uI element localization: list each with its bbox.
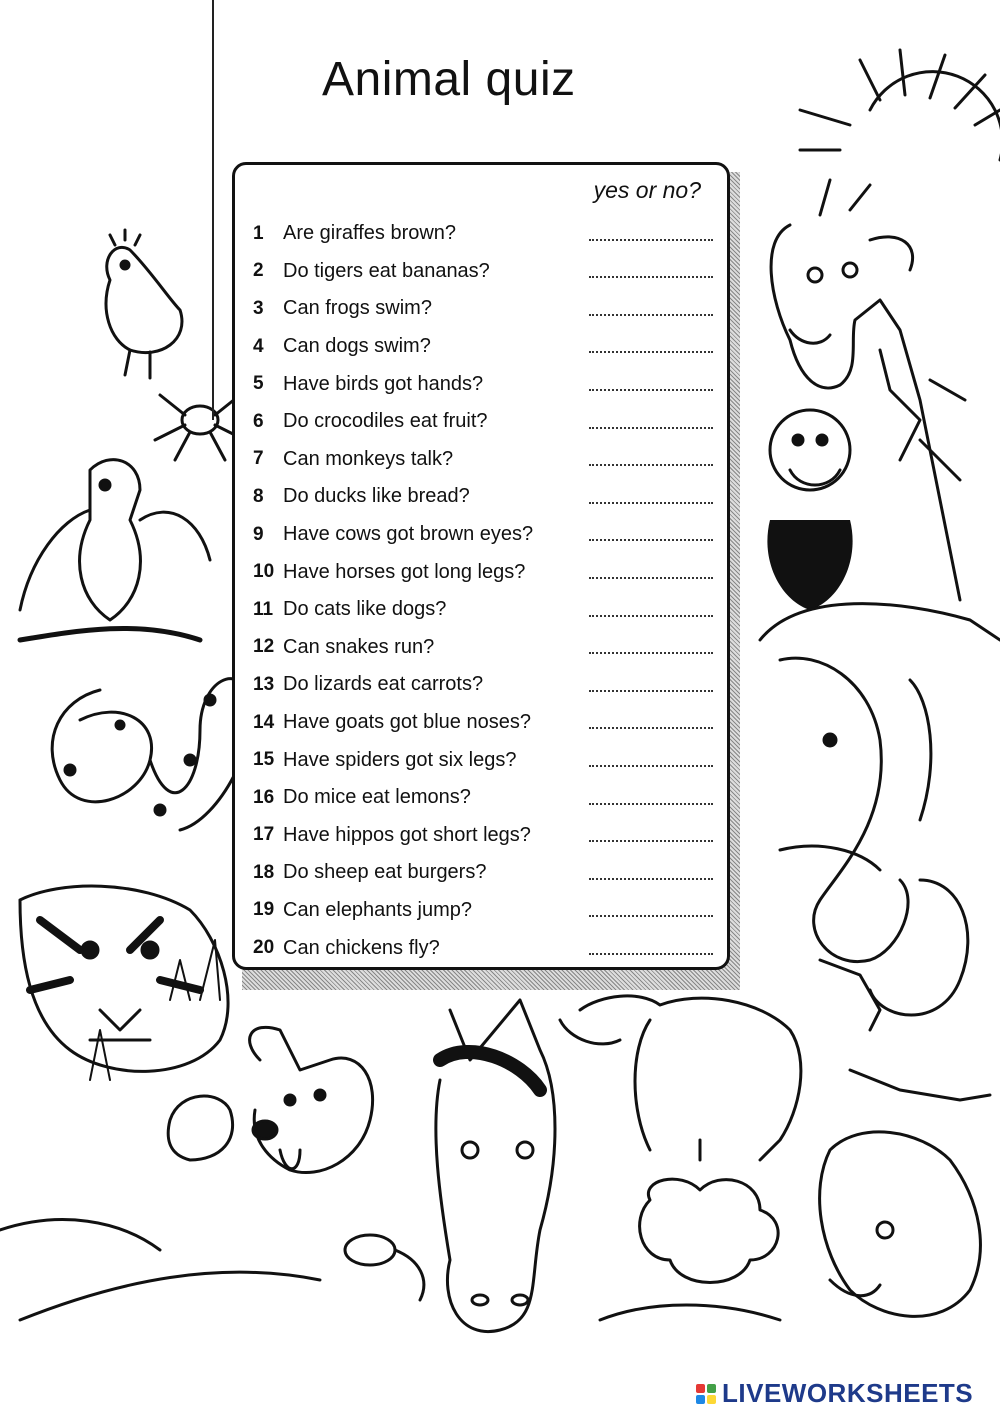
answer-blank[interactable] xyxy=(589,349,713,353)
question-number: 12 xyxy=(253,636,275,658)
question-row xyxy=(253,215,713,253)
question-number: 4 xyxy=(253,335,264,357)
logo-square-yellow xyxy=(707,1395,716,1404)
answer-blank[interactable] xyxy=(589,575,713,579)
question-text: Can snakes run? xyxy=(283,635,435,658)
question-number: 18 xyxy=(253,861,275,883)
question-row xyxy=(253,704,713,742)
yes-no-header: yes or no? xyxy=(593,177,701,203)
tiger-icon xyxy=(20,886,228,1071)
question-text: Can monkeys talk? xyxy=(283,447,454,470)
question-number: 13 xyxy=(253,673,275,695)
question-number: 8 xyxy=(253,485,264,507)
question-text: Can chickens fly? xyxy=(283,936,440,959)
question-number: 15 xyxy=(253,749,275,771)
hippo-icon xyxy=(560,996,801,1160)
logo-square-blue xyxy=(696,1395,705,1404)
logo-square-green xyxy=(707,1384,716,1393)
question-text: Can dogs swim? xyxy=(283,335,431,358)
question-row xyxy=(253,629,713,667)
question-number: 10 xyxy=(253,561,275,583)
mouse-icon xyxy=(345,1235,424,1300)
question-row xyxy=(253,591,713,629)
question-number: 9 xyxy=(253,523,264,545)
monkey-icon xyxy=(767,410,852,610)
question-text: Do ducks like bread? xyxy=(283,485,470,508)
question-text: Have spiders got six legs? xyxy=(283,748,517,771)
question-number: 17 xyxy=(253,824,275,846)
question-text: Can frogs swim? xyxy=(283,297,432,320)
question-text: Can elephants jump? xyxy=(283,898,473,921)
question-text: Do sheep eat burgers? xyxy=(283,861,487,884)
answer-blank[interactable] xyxy=(589,462,713,466)
question-row xyxy=(253,403,713,441)
question-row xyxy=(253,516,713,554)
question-number: 7 xyxy=(253,448,264,470)
sheep-icon xyxy=(640,1179,779,1282)
answer-blank[interactable] xyxy=(589,688,713,692)
cow-icon xyxy=(820,1132,981,1316)
question-row xyxy=(253,478,713,516)
snake-icon xyxy=(52,679,251,830)
answer-blank[interactable] xyxy=(589,274,713,278)
question-list xyxy=(253,215,713,967)
answer-blank[interactable] xyxy=(589,951,713,955)
question-number: 16 xyxy=(253,786,275,808)
question-text: Have birds got hands? xyxy=(283,372,484,395)
question-number: 6 xyxy=(253,410,264,432)
question-number: 14 xyxy=(253,711,275,733)
answer-blank[interactable] xyxy=(589,763,713,767)
page-title: Animal quiz xyxy=(322,53,576,106)
frog-icon xyxy=(168,1096,232,1160)
answer-blank[interactable] xyxy=(589,913,713,917)
question-row xyxy=(253,328,713,366)
answer-blank[interactable] xyxy=(589,237,713,241)
answer-blank[interactable] xyxy=(589,801,713,805)
parrot-icon xyxy=(20,460,210,640)
liveworksheets-brand: LIVEWORKSHEETS xyxy=(722,1378,974,1408)
answer-blank[interactable] xyxy=(589,876,713,880)
question-number: 20 xyxy=(253,937,275,959)
answer-blank[interactable] xyxy=(589,312,713,316)
question-number: 1 xyxy=(253,222,264,244)
question-number: 19 xyxy=(253,899,275,921)
question-text: Do crocodiles eat fruit? xyxy=(283,410,488,433)
question-row xyxy=(253,441,713,479)
question-text: Have hippos got short legs? xyxy=(283,823,531,846)
sun-icon xyxy=(800,50,1000,160)
question-text: Have goats got blue noses? xyxy=(283,711,531,734)
answer-blank[interactable] xyxy=(589,650,713,654)
question-row xyxy=(253,817,713,855)
question-row xyxy=(253,854,713,892)
answer-blank[interactable] xyxy=(589,425,713,429)
question-row xyxy=(253,290,713,328)
answer-blank[interactable] xyxy=(589,387,713,391)
hen-icon xyxy=(106,230,182,378)
answer-blank[interactable] xyxy=(589,537,713,541)
quiz-card xyxy=(232,162,730,970)
page-fold-line xyxy=(212,0,214,420)
answer-blank[interactable] xyxy=(589,725,713,729)
lizard-icon xyxy=(820,960,990,1100)
question-row xyxy=(253,365,713,403)
question-text: Do tigers eat bananas? xyxy=(283,259,490,282)
question-text: Do lizards eat carrots? xyxy=(283,673,484,696)
question-row xyxy=(253,741,713,779)
question-row xyxy=(253,779,713,817)
question-text: Have horses got long legs? xyxy=(283,560,526,583)
question-text: Do mice eat lemons? xyxy=(283,786,471,809)
answer-blank[interactable] xyxy=(589,838,713,842)
question-number: 5 xyxy=(253,373,264,395)
question-row xyxy=(253,553,713,591)
answer-blank[interactable] xyxy=(589,613,713,617)
logo-square-red xyxy=(696,1384,705,1393)
elephant-icon xyxy=(760,604,1000,1015)
question-row xyxy=(253,929,713,967)
question-row xyxy=(253,892,713,930)
question-text: Are giraffes brown? xyxy=(283,222,457,245)
question-text: Have cows got brown eyes? xyxy=(283,523,534,546)
question-row xyxy=(253,666,713,704)
question-number: 3 xyxy=(253,297,264,319)
liveworksheets-logo-icon xyxy=(696,1384,716,1404)
question-text: Do cats like dogs? xyxy=(283,598,447,621)
question-row xyxy=(253,253,713,291)
dog-icon xyxy=(250,1027,373,1172)
question-number: 11 xyxy=(253,598,274,620)
horse-icon xyxy=(436,1000,555,1332)
question-number: 2 xyxy=(253,260,264,282)
answer-blank[interactable] xyxy=(589,500,713,504)
liveworksheets-logo[interactable] xyxy=(696,1378,973,1409)
